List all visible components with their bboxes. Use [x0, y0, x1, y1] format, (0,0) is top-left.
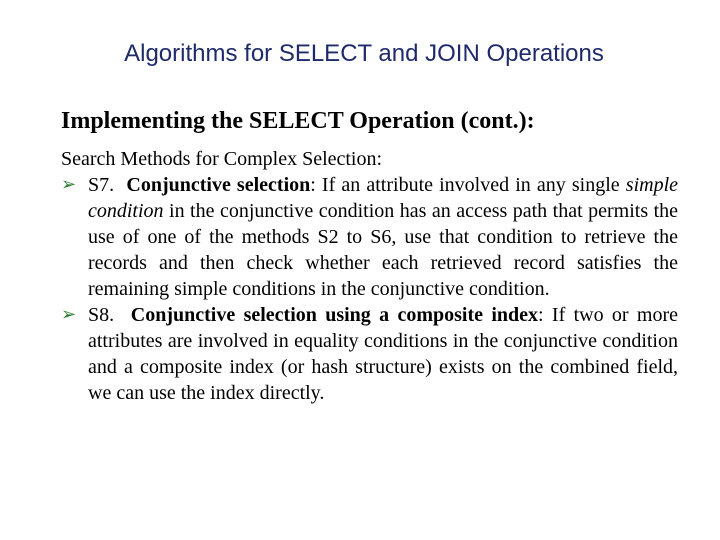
item-code: S7. — [88, 174, 115, 196]
arrow-bullet-icon: ➢ — [61, 174, 77, 195]
intro-line: Search Methods for Complex Selection: — [61, 148, 383, 170]
item-text-a: : If an attribute involved in any single — [310, 174, 626, 196]
slide-body — [61, 146, 678, 406]
list-item-s8 — [61, 302, 678, 406]
item-text-b: in the conjunctive condition has an access path that permits the use of one of the methods S2 to S6, use that condition to retrieve the records and then check whether each retrieved record satisfies the remaining simple conditions in the conjunctive condition. — [88, 200, 678, 300]
arrow-bullet-icon: ➢ — [61, 304, 77, 325]
item-term: Conjunctive selection — [126, 174, 311, 196]
slide-title: Algorithms for SELECT and JOIN Operations — [124, 40, 604, 67]
item-term: Conjunctive selection using a composite index — [130, 304, 539, 326]
list-item-s7 — [61, 172, 678, 302]
item-text-a: : If two or more attributes are involved in equality conditions in the conjunctive condition and a composite index (or hash structure) exists on the combined field, we can use the index directly. — [88, 304, 678, 404]
item-emphasis: simple condition — [88, 174, 679, 222]
section-heading: Implementing the SELECT Operation (cont.): — [61, 108, 535, 134]
item-code: S8. — [88, 304, 115, 326]
